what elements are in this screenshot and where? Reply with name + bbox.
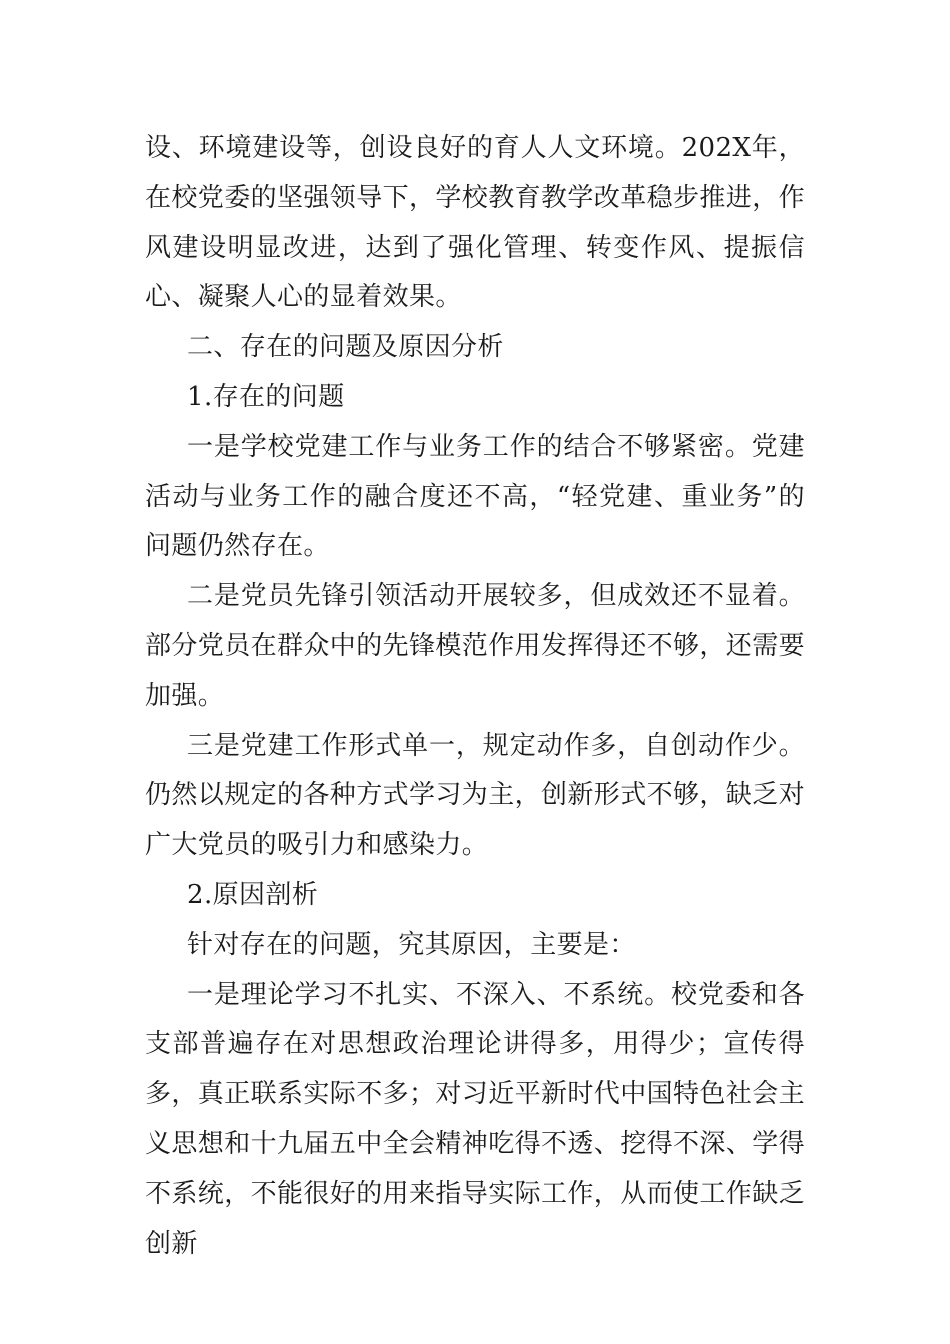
- subsection-heading-causes: 2.原因剖析: [187, 879, 319, 910]
- paragraph-cause-1: 一是理论学习不扎实、不深入、不系统。校党委和各支部普遍存在对思想政治理论讲得多，用得少；宣传得多，真正联系实际不多；对习近平新时代中国特色社会主义思想和十九届五中全会精神吃得不透、挖得不深、学得不系统，不能很好的用来指导实际工作，从而使工作缺乏创新: [145, 979, 806, 1259]
- paragraph-causes-intro: 针对存在的问题，究其原因，主要是：: [187, 929, 636, 960]
- paragraph-continuation: 设、环境建设等，创设良好的育人人文环境。202X年，在校党委的坚强领导下，学校教育教学改革稳步推进，作风建设明显改进，达到了强化管理、转变作风、提振信心、凝聚人心的显着效果。: [145, 133, 806, 313]
- paragraph-problem-1: 一是学校党建工作与业务工作的结合不够紧密。党建活动与业务工作的融合度还不高，“轻党建、重业务”的问题仍然存在。: [145, 431, 805, 562]
- document-body: [145, 124, 805, 1269]
- section-heading: 二、存在的问题及原因分析: [187, 332, 504, 363]
- subsection-heading-problems: 1.存在的问题: [187, 381, 345, 412]
- paragraph-problem-3: 三是党建工作形式单一，规定动作多，自创动作少。仍然以规定的各种方式学习为主，创新形式不够，缺乏对广大党员的吸引力和感染力。: [145, 730, 806, 861]
- paragraph-problem-2: 二是党员先锋引领活动开展较多，但成效还不显着。部分党员在群众中的先锋模范作用发挥得还不够，还需要加强。: [145, 581, 806, 711]
